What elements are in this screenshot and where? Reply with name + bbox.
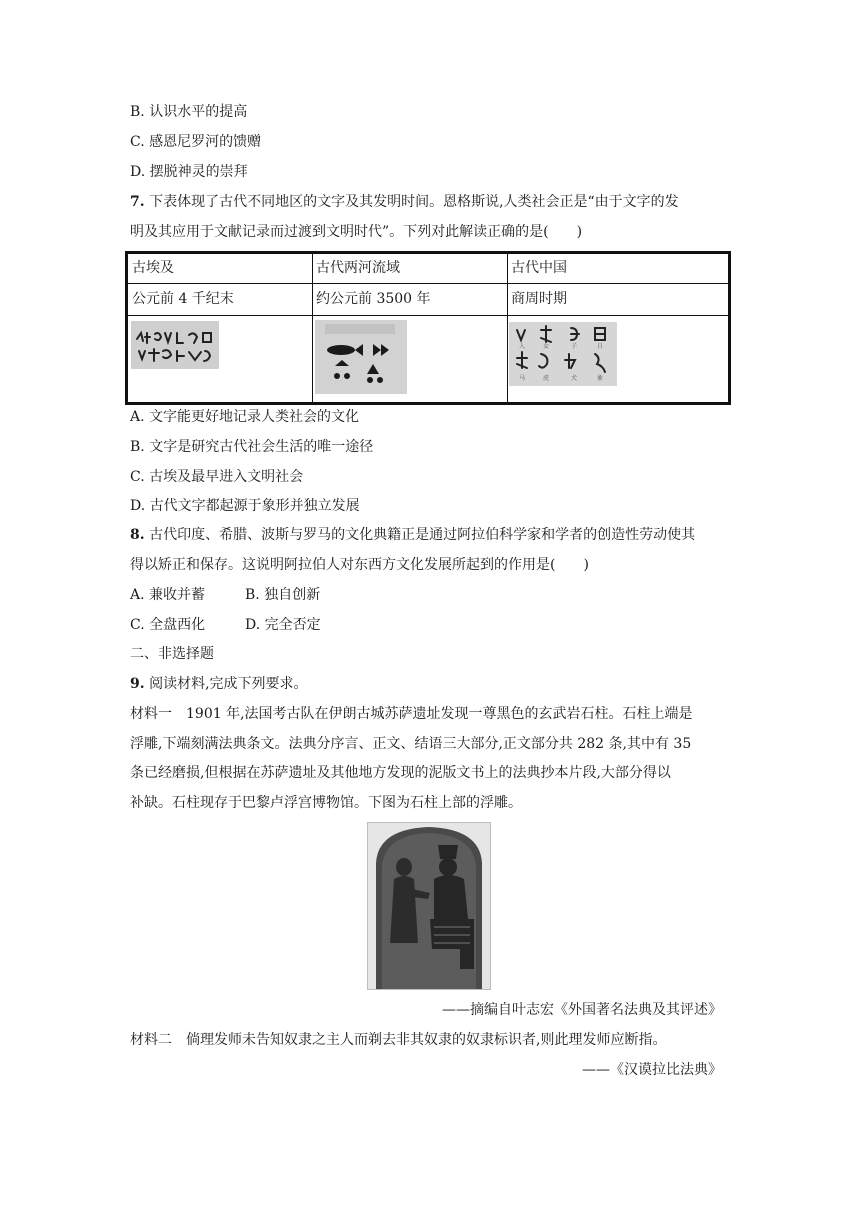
q8-option-a: A. 兼收并蓄	[130, 587, 206, 603]
hieroglyph-image	[131, 321, 219, 369]
material2-source: ——《汉谟拉比法典》	[582, 1062, 722, 1078]
material1-line2: 浮雕,下端刻满法典条文。法典分序言、正文、结语三大部分,正文部分共 282 条,其中有 35	[130, 736, 692, 752]
q7-option-a: A. 文字能更好地记录人类社会的文化	[130, 409, 360, 425]
q7-stem-line1	[130, 192, 679, 212]
svg-text:人: 人	[519, 343, 526, 350]
script-comparison-table	[125, 251, 731, 405]
table-divider	[128, 283, 728, 284]
table-header-mesopotamia: 古代两河流域	[316, 260, 400, 276]
svg-text:犬: 犬	[571, 375, 578, 382]
material1-source: ——摘编自叶志宏《外国著名法典及其评述》	[442, 1002, 722, 1018]
material1-line4: 补缺。石柱现存于巴黎卢浮宫博物馆。下图为石柱上部的浮雕。	[130, 795, 522, 811]
q9-stem-text: 阅读材料,完成下列要求。	[144, 676, 308, 692]
hammurabi-stele-relief-image	[367, 822, 491, 990]
q7-option-b: B. 文字是研究古代社会生活的唯一途径	[130, 439, 374, 455]
cuneiform-image	[315, 320, 407, 394]
q7-stem-line2: 明及其应用于文献记录而过渡到文明时代”。下列对此解读正确的是( )	[130, 224, 583, 240]
table-divider	[128, 315, 728, 316]
q7-option-d: D. 古代文字都起源于象形并独立发展	[130, 498, 360, 514]
q7-option-c: C. 古埃及最早进入文明社会	[130, 469, 304, 485]
table-divider	[312, 254, 313, 402]
q9-stem	[130, 674, 308, 694]
table-header-china: 古代中国	[511, 260, 567, 276]
q8-stem-text: 古代印度、希腊、波斯与罗马的文化典籍正是通过阿拉伯科学家和学者的创造性劳动使其	[144, 527, 696, 543]
q6-option-c: C. 感恩尼罗河的馈赠	[130, 134, 262, 150]
q8-option-b: B. 独自创新	[245, 587, 321, 603]
q6-option-d: D. 摆脱神灵的崇拜	[130, 164, 248, 180]
q9-number: 9.	[130, 676, 145, 692]
section-heading: 二、非选择题	[130, 646, 214, 662]
svg-text:象: 象	[597, 375, 604, 382]
q8-option-d: D. 完全否定	[245, 617, 321, 633]
q7-number: 7.	[130, 194, 145, 210]
svg-text:日: 日	[597, 343, 604, 350]
svg-text:女: 女	[543, 343, 550, 350]
material2-line1: 材料二 倘理发师未告知奴隶之主人而剃去非其奴隶的奴隶标识者,则此理发师应断指。	[130, 1032, 667, 1048]
material1-line3: 条已经磨损,但根据在苏萨遗址及其他地方发现的泥版文书上的法典抄本片段,大部分得以	[130, 765, 671, 781]
q6-option-b: B. 认识水平的提高	[130, 104, 248, 120]
table-time-china: 商周时期	[511, 291, 567, 307]
q8-stem-line2: 得以矫正和保存。这说明阿拉伯人对东西方文化发展所起到的作用是( )	[130, 557, 589, 573]
table-header-egypt: 古埃及	[132, 260, 174, 276]
q7-stem-text: 下表体现了古代不同地区的文字及其发明时间。恩格斯说,人类社会正是“由于文字的发	[144, 194, 679, 210]
table-time-mesopotamia: 约公元前 3500 年	[316, 291, 431, 307]
q8-stem-line1	[130, 525, 695, 545]
oracle-bone-script-image	[509, 322, 617, 386]
q8-number: 8.	[130, 527, 145, 543]
material1-line1: 材料一 1901 年,法国考古队在伊朗古城苏萨遗址发现一尊黑色的玄武岩石柱。石柱上端是	[130, 706, 693, 722]
table-divider	[507, 254, 508, 402]
table-time-egypt: 公元前 4 千纪末	[132, 291, 234, 307]
q8-option-c: C. 全盘西化	[130, 617, 206, 633]
svg-text:虎: 虎	[543, 375, 550, 382]
svg-text:子: 子	[571, 343, 578, 350]
svg-text:马: 马	[519, 375, 526, 382]
